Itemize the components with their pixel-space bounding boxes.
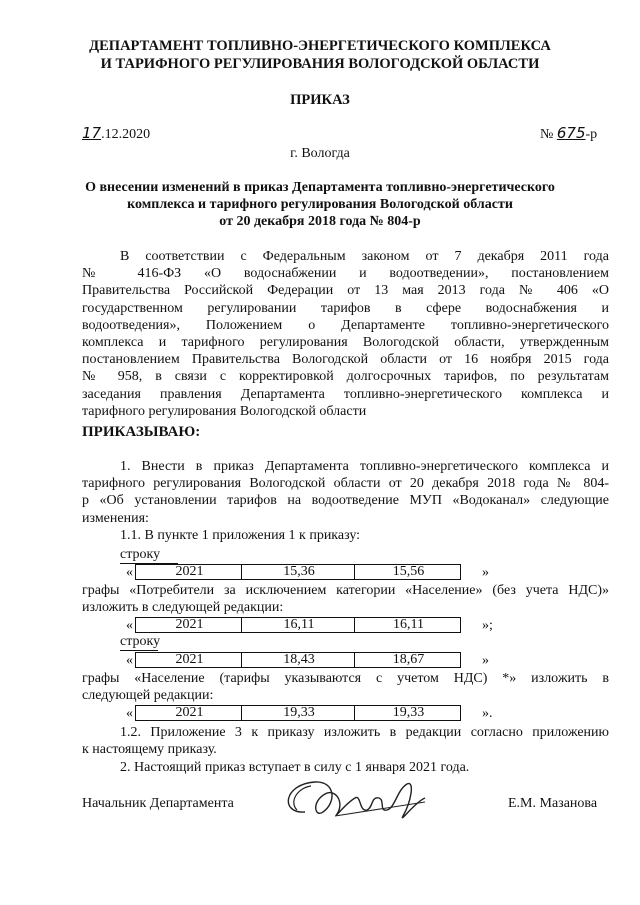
preamble-line: В соответствии с Федеральным законом от 7 декабря 2011 года <box>120 249 609 264</box>
signatory-name: Е.М. Мазанова <box>508 796 598 811</box>
document-type: ПРИКАЗ <box>290 92 350 108</box>
order-number <box>540 124 597 143</box>
document-title-line1: О внесении изменений в приказ Департамента топливно-энергетического <box>85 180 555 195</box>
row-value-1: 18,43 <box>242 653 355 668</box>
row-value-2: 18,67 <box>355 653 461 668</box>
item-1-line: 1. Внести в приказ Департамента топливно-энергетического комплекса и <box>120 459 609 474</box>
item-1 <box>82 458 609 527</box>
number-handwritten: 675 <box>556 124 586 142</box>
row-value-1: 19,33 <box>242 706 355 721</box>
row-year: 2021 <box>136 706 242 721</box>
row-value-2: 19,33 <box>355 706 461 721</box>
tariff-row-3 <box>135 652 461 668</box>
row-close-quote: » <box>482 565 489 580</box>
preamble-line: Правительства Российской Федерации от 13 мая 2013 года № 406 «О <box>82 283 609 299</box>
preamble-line: комплекса и тарифного регулирования Вологодской области, утвержденным <box>82 335 609 351</box>
date-rest: .12.2020 <box>101 127 151 142</box>
signature-graphic <box>275 772 445 832</box>
preamble-line: водоотведения», Положением о Департаменте топливно-энергетического <box>82 317 609 333</box>
item-1-1: 1.1. В пункте 1 приложения 1 к приказу: <box>120 528 361 543</box>
graph-1 <box>82 582 609 616</box>
document-title-line2: комплекса и тарифного регулирования Вологодской области <box>127 197 513 212</box>
row-open-quote: « <box>126 706 133 721</box>
preamble-line: постановлением Правительства Вологодской области от 16 ноября 2015 года <box>82 352 609 368</box>
tariff-row-2 <box>135 617 461 633</box>
item-2: 2. Настоящий приказ вступает в силу с 1 января 2021 года. <box>120 760 470 775</box>
row-value-1: 15,36 <box>242 565 355 580</box>
tariff-row-1 <box>135 564 461 580</box>
row-close-quote: »; <box>482 618 493 633</box>
preamble <box>82 248 609 420</box>
preamble-line: № 958, в связи с корректировкой долгосрочных тарифов, по результатам <box>82 369 609 385</box>
row-close-quote: » <box>482 653 489 668</box>
department-name-line2: И ТАРИФНОГО РЕГУЛИРОВАНИЯ ВОЛОГОДСКОЙ ОБЛАСТИ <box>100 56 540 72</box>
graph-1-line: изложить в следующей редакции: <box>82 600 284 616</box>
number-suffix: -р <box>585 127 598 142</box>
graph-2-line: графы «Население (тарифы указываются с учетом НДС) *» изложить в <box>82 671 609 686</box>
row-close-quote: ». <box>482 706 493 721</box>
graph-2-line: следующей редакции: <box>82 688 214 704</box>
row-open-quote: « <box>126 653 133 668</box>
row-open-quote: « <box>126 565 133 580</box>
row-year: 2021 <box>136 565 242 580</box>
handwritten-signature <box>275 772 445 837</box>
graph-2 <box>82 670 609 704</box>
item-1-line: р «Об установлении тарифов на водоотведение МУП «Водоканал» следующие <box>82 493 609 509</box>
order-date <box>82 124 150 143</box>
signatory-position: Начальник Департамента <box>82 796 234 811</box>
row-value-2: 16,11 <box>355 618 461 633</box>
item-1-2-line: к настоящему приказу. <box>82 742 217 758</box>
preamble-line: тарифного регулирования Вологодской области <box>82 403 367 419</box>
date-day-handwritten: 17 <box>82 124 102 142</box>
city: г. Вологда <box>290 146 350 161</box>
document-title-line3: от 20 декабря 2018 года № 804-р <box>219 214 421 229</box>
item-1-2-line: 1.2. Приложение 3 к приказу изложить в редакции согласно приложению <box>120 725 609 740</box>
row-word: строку <box>120 634 161 649</box>
row-value-2: 15,56 <box>355 565 461 580</box>
preamble-line: заседания правления Департамента топливно-энергетического комплекса и <box>82 386 609 402</box>
number-prefix: № <box>540 127 554 142</box>
row-value-1: 16,11 <box>242 618 355 633</box>
row-open-quote: « <box>126 618 133 633</box>
department-name-line1: ДЕПАРТАМЕНТ ТОПЛИВНО-ЭНЕРГЕТИЧЕСКОГО КОМПЛЕКСА <box>89 38 551 54</box>
item-1-line: изменения: <box>82 510 149 526</box>
row-year: 2021 <box>136 618 242 633</box>
row-year: 2021 <box>136 653 242 668</box>
row-word: строку <box>120 547 178 564</box>
item-1-2 <box>82 724 609 758</box>
tariff-row-4 <box>135 705 461 721</box>
preamble-line: государственном регулировании тарифов в сфере водоснабжения и <box>82 300 609 316</box>
order-word: ПРИКАЗЫВАЮ: <box>82 424 201 440</box>
preamble-line: № 416-ФЗ «О водоснабжении и водоотведении», постановлением <box>82 266 609 282</box>
graph-1-line: графы «Потребители за исключением категории «Население» (без учета НДС)» <box>82 583 609 598</box>
item-1-line: тарифного регулирования Вологодской области от 20 декабря 2018 года № 804- <box>82 476 609 492</box>
